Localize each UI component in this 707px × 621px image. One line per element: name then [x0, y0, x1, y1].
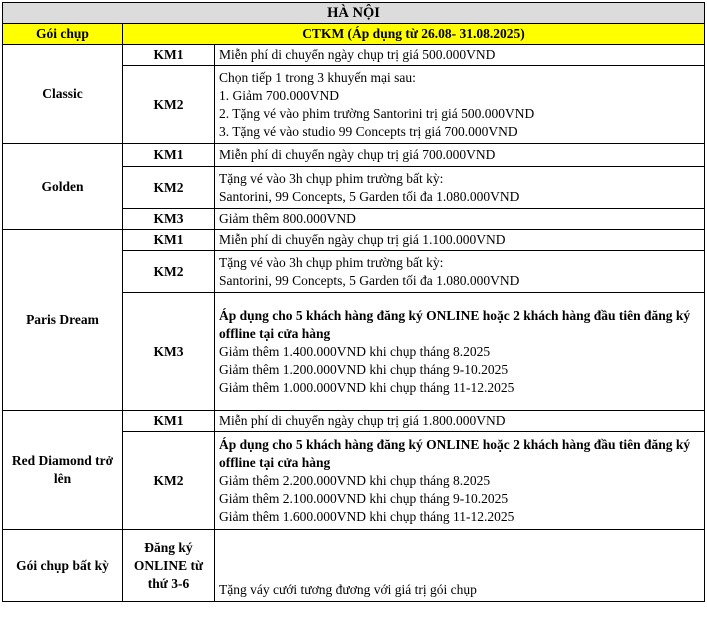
text-line: Tặng vé vào 3h chụp phim trường bất kỳ: [219, 170, 444, 186]
highlight-text: Áp dụng cho 5 khách hàng đăng ký ONLINE hoặc 2 khách hàng đầu tiên đăng ký offline tại cửa hàng [219, 436, 691, 470]
km-text [215, 251, 705, 293]
km-label: KM2 [123, 432, 215, 530]
text-line: Giảm thêm 1.400.000VND khi chụp tháng 8.2025 [219, 343, 491, 359]
header-package: Gói chụp [3, 24, 123, 45]
table-row [3, 144, 705, 167]
km-label: KM2 [123, 167, 215, 209]
km-text: Miễn phí di chuyển ngày chụp trị giá 1.100.000VND [215, 230, 705, 251]
package-red-diamond: Red Diamond trở lên [3, 411, 123, 530]
km-label: KM1 [123, 144, 215, 167]
text-line: Giảm thêm 2.100.000VND khi chụp tháng 9-10.2025 [219, 490, 509, 506]
text-line: 2. Tặng vé vào phim trường Santorini trị giá 500.000VND [219, 105, 535, 121]
km-text: Miễn phí di chuyển ngày chụp trị giá 500.000VND [215, 45, 705, 66]
package-classic: Classic [3, 45, 123, 144]
km-text [215, 432, 705, 530]
text-line: Tặng vé vào 3h chụp phim trường bất kỳ: [219, 254, 444, 270]
km-text: Tặng váy cưới tương đương với giá trị gói chụp [215, 530, 705, 602]
text-line: Santorini, 99 Concepts, 5 Garden tối đa 1.080.000VND [219, 272, 520, 288]
km-text: Giảm thêm 800.000VND [215, 209, 705, 230]
table-row [3, 530, 705, 602]
km-label: KM2 [123, 66, 215, 144]
package-golden: Golden [3, 144, 123, 230]
km-label: KM1 [123, 45, 215, 66]
package-any: Gói chụp bất kỳ [3, 530, 123, 602]
km-label: KM1 [123, 230, 215, 251]
table-row [3, 411, 705, 432]
km-text: Miễn phí di chuyển ngày chụp trị giá 1.800.000VND [215, 411, 705, 432]
table-title: HÀ NỘI [3, 3, 705, 24]
text-line: Giảm thêm 1.200.000VND khi chụp tháng 9-10.2025 [219, 361, 509, 377]
header-promotion: CTKM (Áp dụng từ 26.08- 31.08.2025) [123, 24, 705, 45]
table-row [3, 230, 705, 251]
text-line: Santorini, 99 Concepts, 5 Garden tối đa 1.080.000VND [219, 188, 520, 204]
package-paris-dream: Paris Dream [3, 230, 123, 411]
text-line: Giảm thêm 2.200.000VND khi chụp tháng 8.2025 [219, 472, 491, 488]
text-line: 1. Giảm 700.000VND [219, 87, 339, 103]
text-line: Giảm thêm 1.000.000VND khi chụp tháng 11-12.2025 [219, 379, 515, 395]
text-line: Chọn tiếp 1 trong 3 khuyến mại sau: [219, 69, 416, 85]
promotion-table [2, 2, 705, 602]
header-row [3, 24, 705, 45]
km-text: Miễn phí di chuyển ngày chụp trị giá 700.000VND [215, 144, 705, 167]
km-label: KM1 [123, 411, 215, 432]
km-text [215, 167, 705, 209]
km-text [215, 66, 705, 144]
km-label: KM3 [123, 293, 215, 411]
condition-label: Đăng ký ONLINE từ thứ 3-6 [123, 530, 215, 602]
table-row [3, 45, 705, 66]
highlight-text: Áp dụng cho 5 khách hàng đăng ký ONLINE hoặc 2 khách hàng đầu tiên đăng ký offline tại cửa hàng [219, 307, 691, 341]
text-line: Giảm thêm 1.600.000VND khi chụp tháng 11-12.2025 [219, 508, 515, 524]
km-label: KM3 [123, 209, 215, 230]
km-text [215, 293, 705, 411]
text-line: 3. Tặng vé vào studio 99 Concepts trị giá 700.000VND [219, 123, 518, 139]
km-label: KM2 [123, 251, 215, 293]
